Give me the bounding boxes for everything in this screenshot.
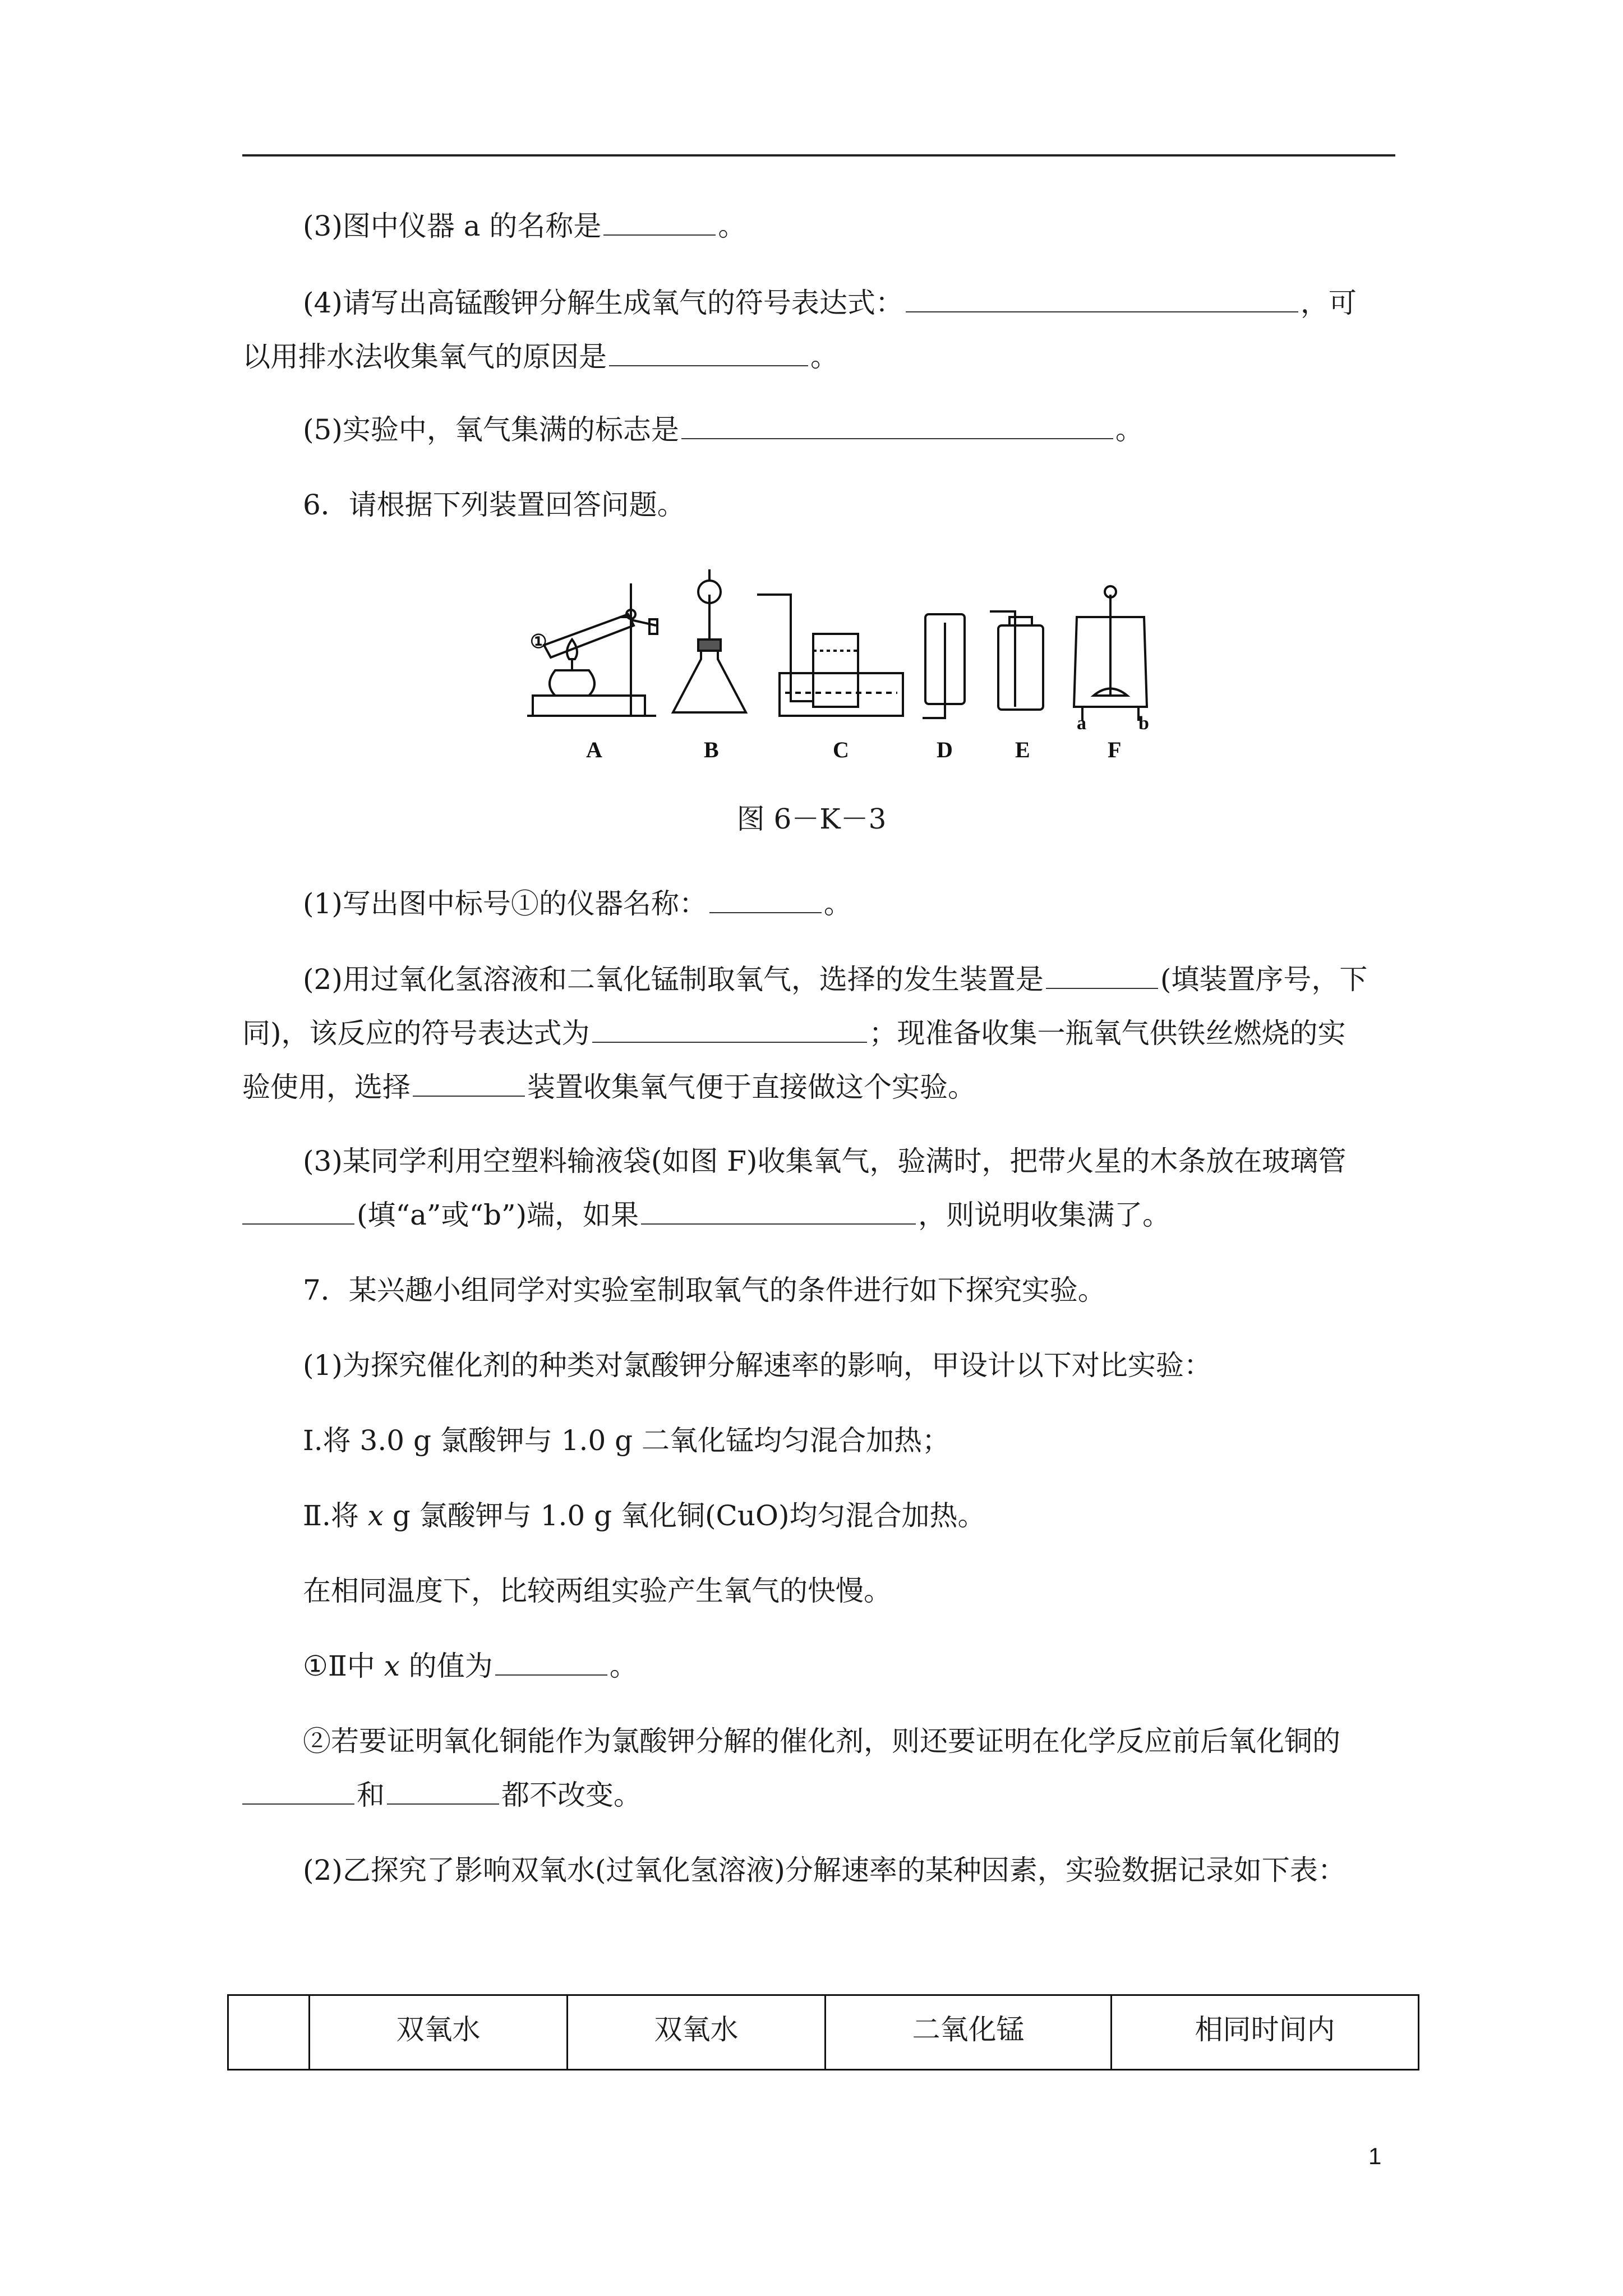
table-header-row <box>228 1995 1419 2070</box>
label-b: B <box>704 737 719 762</box>
page-number: 1 <box>1368 2143 1382 2169</box>
delivery-tube <box>757 595 813 701</box>
q5-part4-text2: 以用排水法收集氧气的原因是 <box>242 341 607 373</box>
variable-x: x <box>367 1499 384 1532</box>
marker-1: ① <box>530 632 547 652</box>
apparatus-c <box>757 595 903 716</box>
answer-blank[interactable] <box>242 1201 354 1225</box>
q6-part2-text2: 同)，该反应的符号表达式为 <box>242 1017 590 1050</box>
apparatus-b <box>673 569 746 712</box>
q5-part4-line1 <box>303 276 1357 330</box>
q7-experiment-1: Ⅰ.将 3.0 g 氯酸钾与 1.0 g 二氧化锰均匀混合加热； <box>303 1424 951 1457</box>
answer-blank[interactable] <box>603 212 716 236</box>
answer-blank[interactable] <box>1046 965 1158 989</box>
q7-sub2-line1: ②若要证明氧化铜能作为氯酸钾分解的催化剂，则还要证明在化学反应前后氧化铜的 <box>303 1725 1340 1757</box>
label-d: D <box>937 737 953 762</box>
q6-part3-line1: (3)某同学利用空塑料输液袋(如图 F)收集氧气，验满时，把带火星的木条放在玻璃管 <box>303 1145 1347 1177</box>
q6-part2-line2 <box>242 1006 1346 1060</box>
q6-part3-text2-end: ，则说明收集满了。 <box>918 1199 1171 1231</box>
answer-blank[interactable] <box>906 289 1298 312</box>
alcohol-lamp <box>550 670 594 696</box>
q7-experiment-2 <box>303 1489 985 1543</box>
q7-sub2-text-end: 都不改变。 <box>501 1779 642 1811</box>
port-a-label: a <box>1077 713 1086 734</box>
variable-x: x <box>384 1650 400 1682</box>
q5-part3-end: 。 <box>718 210 746 242</box>
q5-part3-text: (3)图中仪器 a 的名称是 <box>303 210 602 242</box>
table-header-cell <box>228 1995 310 2070</box>
label-c: C <box>833 737 849 762</box>
q5-part4-text-end: ，可 <box>1300 287 1357 319</box>
header-rule <box>242 154 1395 157</box>
label-a: A <box>586 737 602 762</box>
label-f: F <box>1108 737 1122 762</box>
table-header-cell: 双氧水 <box>310 1995 568 2070</box>
base-block <box>533 696 645 716</box>
answer-blank[interactable] <box>709 890 822 913</box>
q6-part2-text3-end: 装置收集氧气便于直接做这个实验。 <box>527 1071 976 1103</box>
gas-jar <box>813 634 858 707</box>
q5-part4-text2-end: 。 <box>810 341 838 373</box>
q6-part2-text2-end: ；现准备收集一瓶氧气供铁丝燃烧的实 <box>869 1017 1346 1050</box>
q7-part1: (1)为探究催化剂的种类对氯酸钾分解速率的影响，甲设计以下对比实验： <box>303 1349 1212 1382</box>
answer-blank[interactable] <box>681 416 1113 439</box>
delivery-stub <box>631 620 656 625</box>
q7-compare: 在相同温度下，比较两组实验产生氧气的快慢。 <box>303 1575 892 1607</box>
q7-sub1-text-mid: 的值为 <box>399 1650 493 1682</box>
q5-part4-line2 <box>242 330 838 384</box>
answer-blank[interactable] <box>609 343 808 366</box>
apparatus-f <box>1074 586 1147 721</box>
q6-part1-text: (1)写出图中标号①的仪器名称： <box>303 887 707 920</box>
q6-part2-line1 <box>303 953 1367 1006</box>
q6-title: 6．请根据下列装置回答问题。 <box>303 489 685 521</box>
q6-part2-text1: (2)用过氧化氢溶液和二氧化锰制取氧气，选择的发生装置是 <box>303 963 1044 996</box>
table-header-cell: 双氧水 <box>568 1995 826 2070</box>
table-header-cell: 相同时间内 <box>1112 1995 1419 2070</box>
answer-blank[interactable] <box>387 1781 499 1805</box>
q6-part3-text2: (填“a”或“b”)端，如果 <box>357 1199 639 1231</box>
q6-part2-text3: 验使用，选择 <box>242 1071 411 1103</box>
q7-exp2-text: Ⅱ.将 <box>303 1499 368 1532</box>
apparatus-diagram <box>522 561 1172 769</box>
q7-title: 7．某兴趣小组同学对实验室制取氧气的条件进行如下探究实验。 <box>303 1274 1106 1306</box>
answer-blank[interactable] <box>242 1781 354 1805</box>
q7-sub2-line2 <box>242 1768 642 1822</box>
gas-bottle-e <box>998 625 1043 710</box>
q7-part2: (2)乙探究了影响双氧水(过氧化氢溶液)分解速率的某种因素，实验数据记录如下表： <box>303 1854 1346 1887</box>
q6-part1 <box>303 877 852 931</box>
q6-part2-line3 <box>242 1060 976 1114</box>
q5-part5-text: (5)实验中，氧气集满的标志是 <box>303 413 679 446</box>
label-e: E <box>1015 737 1030 762</box>
q6-part2-text1-end: (填装置序号，下 <box>1160 963 1368 996</box>
q7-sub1-text: ①Ⅱ中 <box>303 1650 384 1682</box>
q5-part4-text: (4)请写出高锰酸钾分解生成氧气的符号表达式： <box>303 287 903 319</box>
answer-blank[interactable] <box>413 1073 525 1097</box>
q5-part5 <box>303 403 1144 457</box>
q6-part3-line2 <box>242 1188 1170 1242</box>
q7-sub1-end: 。 <box>609 1650 638 1682</box>
water-trough <box>780 673 903 716</box>
q7-sub1 <box>303 1639 638 1693</box>
q5-part3 <box>303 199 746 253</box>
answer-blank[interactable] <box>592 1019 867 1043</box>
figure-caption: 图 6－K－3 <box>736 803 887 835</box>
answer-blank[interactable] <box>641 1201 916 1225</box>
q7-sub2-text-mid: 和 <box>357 1779 385 1811</box>
answer-blank[interactable] <box>495 1652 607 1676</box>
q5-part5-end: 。 <box>1115 413 1144 446</box>
apparatus-figure <box>522 561 1172 769</box>
experiment-table <box>227 1994 1419 2070</box>
table-header-cell: 二氧化锰 <box>826 1995 1112 2070</box>
apparatus-e <box>990 611 1043 710</box>
test-tube <box>544 614 634 657</box>
apparatus-d <box>923 614 965 718</box>
q6-part1-end: 。 <box>823 887 852 920</box>
port-b-label: b <box>1138 713 1149 734</box>
q7-exp2-text-end: g 氯酸钾与 1.0 g 氧化铜(CuO)均匀混合加热。 <box>383 1499 986 1532</box>
